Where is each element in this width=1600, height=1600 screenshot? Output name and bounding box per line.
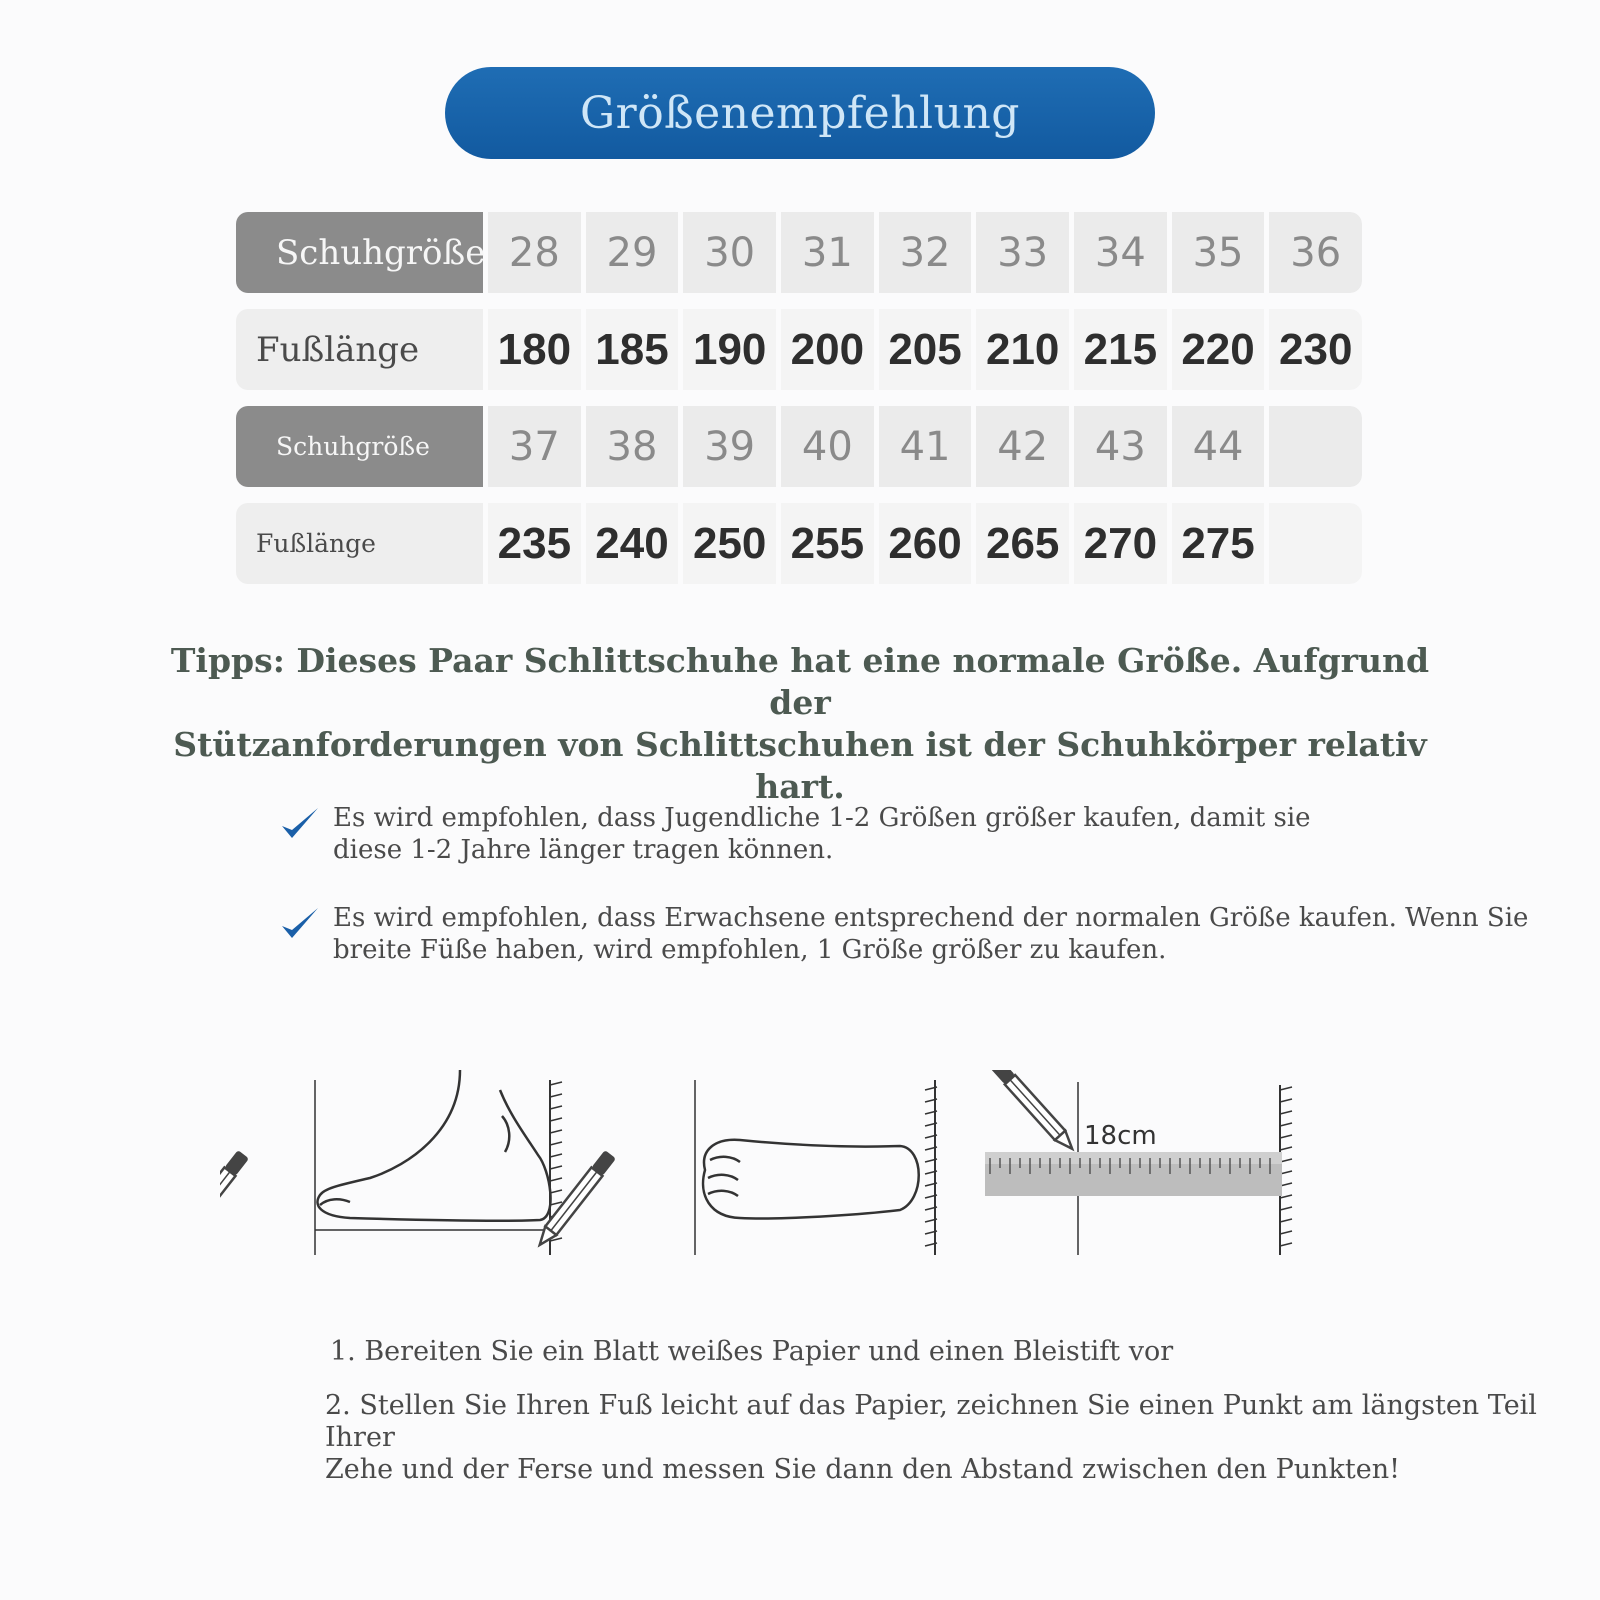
size-cell: 34 <box>1074 212 1167 293</box>
length-row-header: Fußlänge <box>236 309 483 390</box>
pencil-icon <box>990 1070 1077 1153</box>
size-row-header: Schuhgröße <box>236 406 483 487</box>
size-row-header: Schuhgröße <box>236 212 483 293</box>
foot-measuring-illustration <box>220 1070 1320 1270</box>
length-cell <box>1269 503 1362 584</box>
size-chart-table <box>236 212 1362 600</box>
length-cell: 215 <box>1074 309 1167 390</box>
step-2-line: 2. Stellen Sie Ihren Fuß leicht auf das Papier, zeichnen Sie einen Punkt am längsten Teil Ihrer <box>325 1390 1537 1453</box>
length-cell: 265 <box>976 503 1069 584</box>
length-row-1 <box>236 309 1362 390</box>
size-row-1 <box>236 212 1362 293</box>
length-cell: 270 <box>1074 503 1167 584</box>
length-cell: 260 <box>879 503 972 584</box>
length-cell: 190 <box>683 309 776 390</box>
size-cell: 29 <box>586 212 679 293</box>
step-2-text <box>325 1390 1600 1486</box>
recommendation-line: Es wird empfohlen, dass Jugendliche 1-2 Größen größer kaufen, damit sie <box>333 803 1311 833</box>
size-cell: 31 <box>781 212 874 293</box>
page-title: Größenempfehlung <box>580 87 1020 139</box>
recommendation-line: Es wird empfohlen, dass Erwachsene entsprechend der normalen Größe kaufen. Wenn Sie <box>333 903 1529 933</box>
size-cell: 30 <box>683 212 776 293</box>
length-cell: 185 <box>586 309 679 390</box>
size-row-2 <box>236 406 1362 487</box>
length-row-header: Fußlänge <box>236 503 483 584</box>
recommendation-line: breite Füße haben, wird empfohlen, 1 Größe größer zu kaufen. <box>333 935 1167 965</box>
size-cell: 28 <box>488 212 581 293</box>
length-cell: 180 <box>488 309 581 390</box>
recommendation-item <box>275 902 1575 966</box>
size-cell: 41 <box>879 406 972 487</box>
recommendation-line: diese 1-2 Jahre länger tragen können. <box>333 835 834 865</box>
length-cell: 205 <box>879 309 972 390</box>
side-foot-panel <box>315 1070 562 1255</box>
size-cell: 38 <box>586 406 679 487</box>
tips-line: Tipps: Dieses Paar Schlittschuhe hat eine normale Größe. Aufgrund der <box>170 641 1430 722</box>
size-cell: 44 <box>1172 406 1265 487</box>
ruler-label: 18cm <box>1084 1121 1157 1151</box>
checkmark-icon <box>275 904 325 944</box>
size-cell: 43 <box>1074 406 1167 487</box>
recommendation-item <box>275 802 1575 866</box>
length-row-2 <box>236 503 1362 584</box>
tips-paragraph <box>150 640 1450 808</box>
length-cell: 235 <box>488 503 581 584</box>
size-cell: 32 <box>879 212 972 293</box>
pencil-icon <box>220 1150 249 1249</box>
length-cell: 255 <box>781 503 874 584</box>
step-1-text: 1. Bereiten Sie ein Blatt weißes Papier und einen Bleistift vor <box>330 1336 1174 1367</box>
size-cell: 42 <box>976 406 1069 487</box>
checkmark-icon <box>275 804 325 844</box>
length-cell: 250 <box>683 503 776 584</box>
title-banner <box>445 67 1155 159</box>
size-cell: 39 <box>683 406 776 487</box>
length-cell: 240 <box>586 503 679 584</box>
length-cell: 200 <box>781 309 874 390</box>
length-cell: 220 <box>1172 309 1265 390</box>
size-cell: 37 <box>488 406 581 487</box>
size-cell: 36 <box>1269 212 1362 293</box>
step-2-line: Zehe und der Ferse und messen Sie dann den Abstand zwischen den Punkten! <box>325 1454 1400 1485</box>
size-cell: 35 <box>1172 212 1265 293</box>
top-foot-panel <box>695 1080 937 1255</box>
tips-line: Stützanforderungen von Schlittschuhen ist der Schuhkörper relativ hart. <box>173 725 1427 806</box>
pencil-icon <box>534 1150 616 1249</box>
size-cell: 33 <box>976 212 1069 293</box>
length-cell: 210 <box>976 309 1069 390</box>
length-cell: 230 <box>1269 309 1362 390</box>
size-cell <box>1269 406 1362 487</box>
length-cell: 275 <box>1172 503 1265 584</box>
size-cell: 40 <box>781 406 874 487</box>
